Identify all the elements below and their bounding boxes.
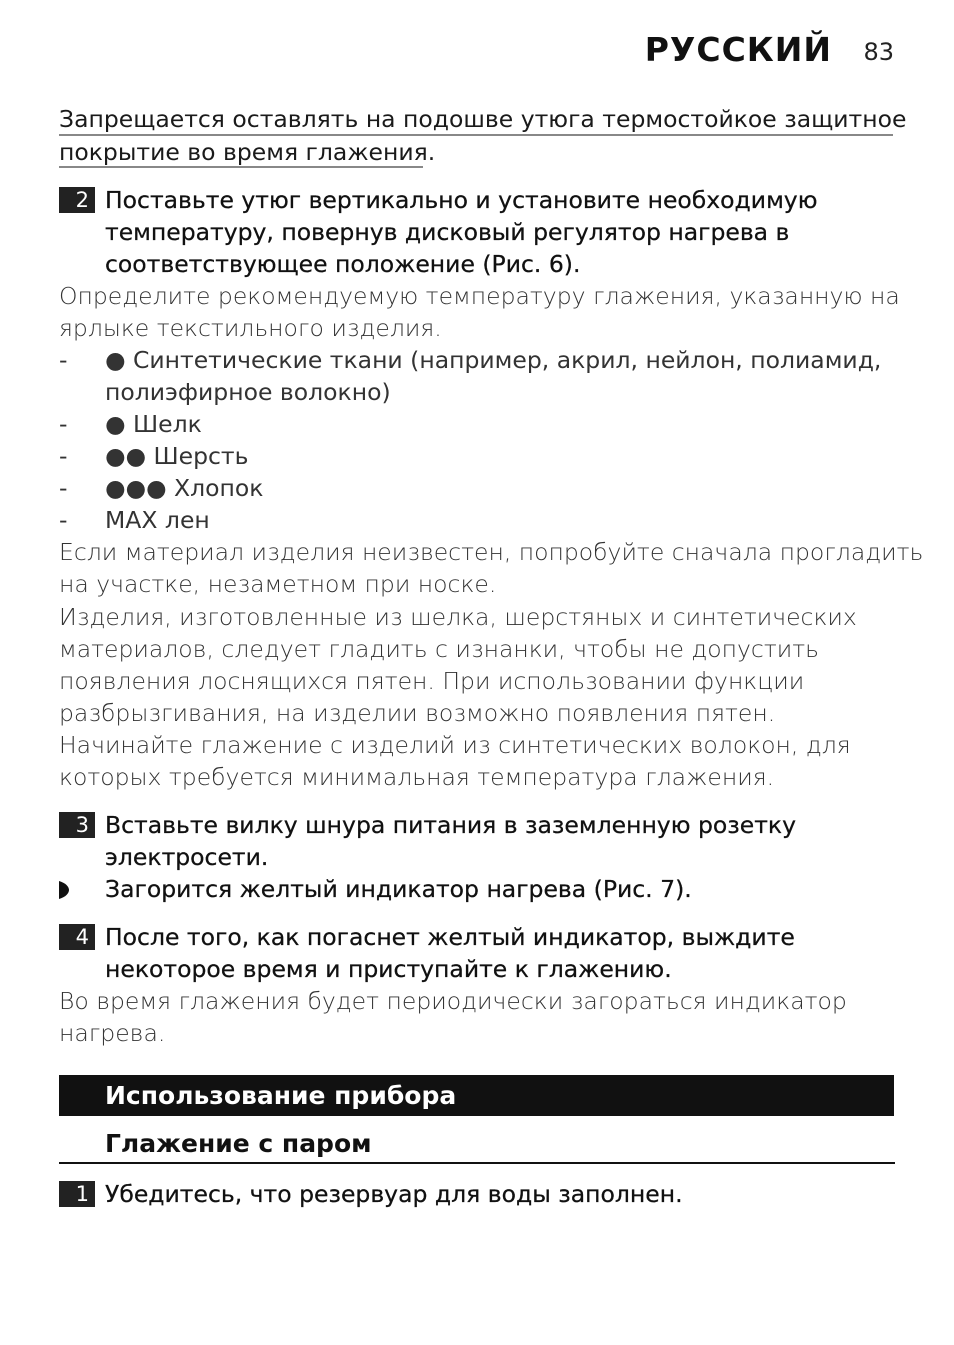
list-dash: - — [59, 474, 68, 502]
fabric-synthetic-line-1: ● Синтетические ткани (например, акрил, нейлон, полиамид, — [105, 346, 882, 374]
page-language-title: РУССКИЙ — [644, 30, 832, 69]
advice-line-1: Если материал изделия неизвестен, попробуйте сначала прогладить — [59, 538, 924, 566]
section-title: Использование прибора — [105, 1081, 457, 1110]
list-dash: - — [59, 410, 68, 438]
step2-line-2: температуру, повернув дисковый регулятор нагрева в — [105, 218, 790, 246]
step2-line-3: соответствующее положение (Рис. 6). — [105, 250, 581, 278]
step-number-3: 3 — [59, 812, 95, 838]
advice-line-3: Изделия, изготовленные из шелка, шерстяных и синтетических — [59, 603, 857, 631]
step3-result: Загорится желтый индикатор нагрева (Рис. 7). — [105, 875, 692, 903]
step3-line-1: Вставьте вилку шнура питания в заземленную розетку — [105, 811, 797, 839]
step3-line-2: электросети. — [105, 843, 269, 871]
advice-line-2: на участке, незаметном при носке. — [59, 570, 497, 598]
fabric-cotton: ●●● Хлопок — [105, 474, 264, 502]
warning-line-1: Запрещается оставлять на подошве утюга термостойкое защитное — [59, 105, 907, 133]
temp-intro-line-2: ярлыке текстильного изделия. — [59, 314, 442, 342]
step-number-1: 1 — [59, 1181, 95, 1207]
fabric-wool: ●● Шерсть — [105, 442, 249, 470]
advice-line-8: которых требуется минимальная температура глажения. — [59, 763, 775, 791]
step-number-4: 4 — [59, 924, 95, 950]
subsection-rule — [59, 1162, 895, 1164]
advice-line-6: разбрызгивания, на изделии возможно появления пятен. — [59, 699, 776, 727]
page-number: 83 — [863, 38, 894, 66]
result-arrow-icon — [59, 872, 71, 904]
step4-note-line-1: Во время глажения будет периодически загораться индикатор — [59, 987, 847, 1015]
advice-line-7: Начинайте глажение с изделий из синтетических волокон, для — [59, 731, 851, 759]
warning-underline-2 — [59, 166, 423, 168]
fabric-linen: MAX лен — [105, 506, 210, 534]
list-dash: - — [59, 506, 68, 534]
subsection-title: Глажение с паром — [105, 1129, 372, 1158]
list-dash: - — [59, 442, 68, 470]
advice-line-5: появления лоснящихся пятен. При использовании функции — [59, 667, 805, 695]
fabric-silk: ● Шелк — [105, 410, 202, 438]
step4-line-2: некоторое время и приступайте к глажению. — [105, 955, 672, 983]
step4-note-line-2: нагрева. — [59, 1019, 166, 1047]
step1-text: Убедитесь, что резервуар для воды заполнен. — [105, 1180, 683, 1208]
step2-line-1: Поставьте утюг вертикально и установите необходимую — [105, 186, 818, 214]
step-number-2: 2 — [59, 187, 95, 213]
section-heading-bar — [59, 1075, 894, 1116]
step4-line-1: После того, как погаснет желтый индикатор, выждите — [105, 923, 795, 951]
fabric-synthetic-line-2: полиэфирное волокно) — [105, 378, 391, 406]
advice-line-4: материалов, следует гладить с изнанки, чтобы не допустить — [59, 635, 819, 663]
temp-intro-line-1: Определите рекомендуемую температуру глажения, указанную на — [59, 282, 900, 310]
warning-line-2: покрытие во время глажения. — [59, 138, 436, 166]
list-dash: - — [59, 346, 68, 374]
